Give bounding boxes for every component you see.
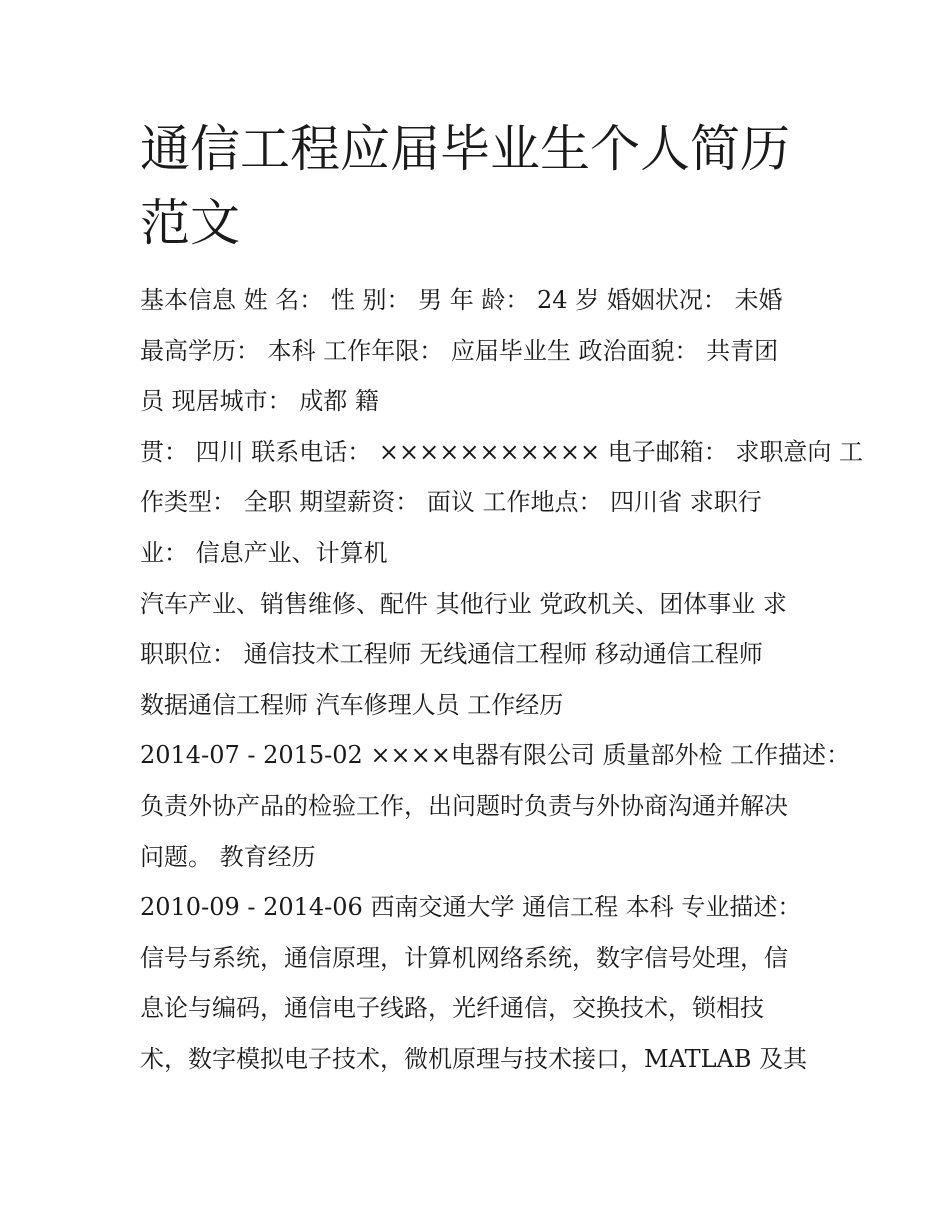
body-line-16: 术，数字模拟电子技术，微机原理与技术接口，MATLAB 及其 xyxy=(140,1044,808,1073)
body-line-15: 息论与编码，通信电子线路，光纤通信，交换技术，锁相技 xyxy=(140,994,764,1023)
body-line-3: 员 现居城市： 成都 籍 xyxy=(140,387,379,416)
document-title xyxy=(140,112,820,260)
body-line-9: 数据通信工程师 汽车修理人员 工作经历 xyxy=(140,690,564,719)
body-line-14: 信号与系统，通信原理，计算机网络系统，数字信号处理，信 xyxy=(140,943,788,972)
body-line-1: 基本信息 姓 名： 性 别： 男 年 龄： 24 岁 婚姻状况： 未婚 xyxy=(140,286,783,314)
body-line-8: 职职位： 通信技术工程师 无线通信工程师 移动通信工程师 xyxy=(140,640,763,669)
body-line-2: 最高学历： 本科 工作年限： 应届毕业生 政治面貌： 共青团 xyxy=(140,336,779,365)
resume-body xyxy=(140,275,863,1085)
body-line-7: 汽车产业、销售维修、配件 其他行业 党政机关、团体事业 求 xyxy=(140,589,787,618)
body-line-13: 2010-09 - 2014-06 西南交通大学 通信工程 本科 专业描述： xyxy=(140,893,802,922)
body-line-5: 作类型： 全职 期望薪资： 面议 工作地点： 四川省 求职行 xyxy=(140,488,762,517)
title-line-2: 范文 xyxy=(140,194,240,252)
body-line-4: 贯： 四川 联系电话： ××××××××××× 电子邮箱： 求职意向 工 xyxy=(140,437,863,466)
body-line-11: 负责外协产品的检验工作，出问题时负责与外协商沟通并解决 xyxy=(140,791,788,820)
body-line-12: 问题。 教育经历 xyxy=(140,842,316,871)
body-line-10: 2014-07 - 2015-02 ××××电器有限公司 质量部外检 工作描述： xyxy=(140,741,851,770)
body-line-6: 业： 信息产业、计算机 xyxy=(140,538,388,567)
title-line-1: 通信工程应届毕业生个人简历 xyxy=(140,120,790,178)
